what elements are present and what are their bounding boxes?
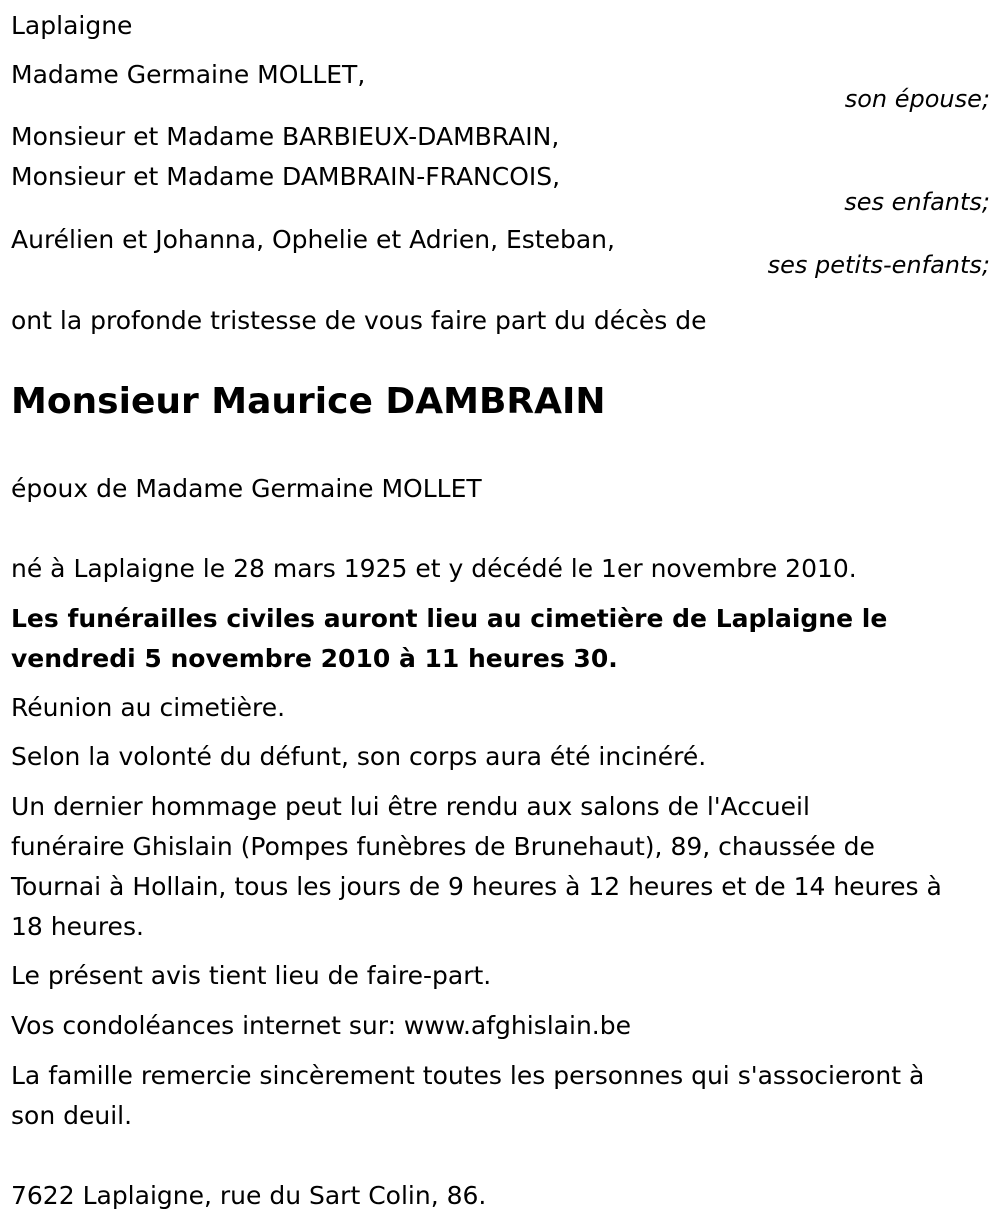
children-role: ses enfants; xyxy=(844,188,990,216)
header-locality: Laplaigne xyxy=(11,11,133,40)
address-text: 7622 Laplaigne, rue du Sart Colin, 86. xyxy=(11,1181,487,1210)
spouse-role: son épouse; xyxy=(844,85,990,113)
announcement-text: ont la profonde tristesse de vous faire part du décès de xyxy=(11,306,707,335)
faire-part-notice: Le présent avis tient lieu de faire-part. xyxy=(11,961,492,990)
tribute-line-2: funéraire Ghislain (Pompes funèbres de Brunehaut), 89, chaussée de xyxy=(11,832,875,861)
child-line-1: Monsieur et Madame BARBIEUX-DAMBRAIN, xyxy=(11,122,560,151)
birth-death-text: né à Laplaigne le 28 mars 1925 et y décédé le 1er novembre 2010. xyxy=(11,554,857,583)
funeral-line-2: vendredi 5 novembre 2010 à 11 heures 30. xyxy=(11,644,618,673)
grandchildren-role: ses petits-enfants; xyxy=(767,251,990,279)
thanks-line-2: son deuil. xyxy=(11,1101,133,1130)
tribute-line-4: 18 heures. xyxy=(11,912,144,941)
child-line-2: Monsieur et Madame DAMBRAIN-FRANCOIS, xyxy=(11,162,561,191)
condolences-notice: Vos condoléances internet sur: www.afghislain.be xyxy=(11,1011,631,1040)
meeting-notice: Réunion au cimetière. xyxy=(11,693,286,722)
cremation-notice: Selon la volonté du défunt, son corps aura été incinéré. xyxy=(11,742,707,771)
grandchildren-names: Aurélien et Johanna, Ophelie et Adrien, Esteban, xyxy=(11,225,615,254)
deceased-name: Monsieur Maurice DAMBRAIN xyxy=(11,381,606,422)
tribute-line-1: Un dernier hommage peut lui être rendu aux salons de l'Accueil xyxy=(11,792,810,821)
spouse-of-text: époux de Madame Germaine MOLLET xyxy=(11,474,482,503)
tribute-line-3: Tournai à Hollain, tous les jours de 9 heures à 12 heures et de 14 heures à xyxy=(11,872,942,901)
funeral-line-1: Les funérailles civiles auront lieu au cimetière de Laplaigne le xyxy=(11,604,888,633)
thanks-line-1: La famille remercie sincèrement toutes les personnes qui s'associeront à xyxy=(11,1061,925,1090)
spouse-name: Madame Germaine MOLLET, xyxy=(11,60,366,89)
